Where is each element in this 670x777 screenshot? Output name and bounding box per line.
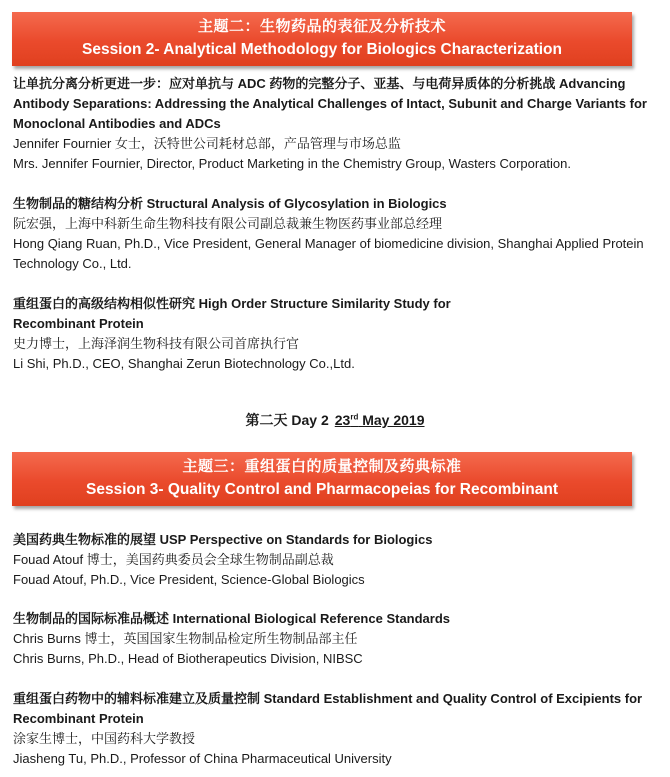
talk-item: [13, 194, 658, 274]
speaker-zh: Chris Burns 博士，英国国家生物制品检定所生物制品部主任: [13, 631, 358, 646]
session-3-title-zh: 主题三：重组蛋白的质量控制及药典标准: [182, 458, 462, 475]
speaker-en: Li Shi, Ph.D., CEO, Shanghai Zerun Biotechnology Co.,Ltd.: [13, 356, 355, 371]
day-date: 23rd May 2019: [334, 412, 425, 428]
session-3-title-en: Session 3- Quality Control and Pharmacopeias for Recombinant: [86, 481, 558, 498]
day-heading: [0, 410, 670, 430]
speaker-en: Jiasheng Tu, Ph.D., Professor of China Pharmaceutical University: [13, 751, 392, 766]
session-2-banner: [12, 12, 632, 66]
speaker-zh: 阮宏强，上海中科新生命生物科技有限公司副总裁兼生物医药事业部总经理: [13, 216, 443, 231]
talk-item: [13, 689, 658, 769]
speaker-zh: 史力博士，上海泽润生物科技有限公司首席执行官: [13, 336, 300, 351]
talk-item: [13, 294, 658, 374]
talk-title: 让单抗分离分析更进一步：应对单抗与 ADC 药物的完整分子、亚基、与电荷异质体的分析挑战 Advancing Antibody Separations: Addressing the Analytical Challenges of Intact, Subunit and Charge Variants for Monoclonal Antibodies and ADCs: [13, 76, 647, 131]
talk-title: 生物制品的糖结构分析 Structural Analysis of Glycosylation in Biologics: [13, 196, 447, 211]
speaker-en: Fouad Atouf, Ph.D., Vice President, Science-Global Biologics: [13, 572, 365, 587]
session-2-title-en: Session 2- Analytical Methodology for Biologics Characterization: [81, 41, 562, 58]
speaker-zh: 涂家生博士，中国药科大学教授: [13, 731, 196, 746]
session-3-banner: [12, 452, 632, 506]
speaker-en: Hong Qiang Ruan, Ph.D., Vice President, General Manager of biomedicine division, Shanghai Applied Protein Technology Co., Ltd.: [13, 236, 644, 271]
talk-title: 美国药典生物标准的展望 USP Perspective on Standards for Biologics: [13, 532, 433, 547]
speaker-zh: Jennifer Fournier 女士，沃特世公司耗材总部，产品管理与市场总监: [13, 136, 401, 151]
talk-title: 生物制品的国际标准品概述 International Biological Reference Standards: [13, 611, 451, 626]
talk-title: 重组蛋白药物中的辅料标准建立及质量控制 Standard Establishment and Quality Control of Excipients for Recombinant Protein: [13, 691, 643, 726]
speaker-en: Mrs. Jennifer Fournier, Director, Product Marketing in the Chemistry Group, Wasters Corporation.: [13, 156, 571, 171]
talk-item: [13, 530, 658, 590]
talk-title: 重组蛋白的高级结构相似性研究 High Order Structure Similarity Study for Recombinant Protein: [13, 296, 451, 331]
speaker-en: Chris Burns, Ph.D., Head of Biotherapeutics Division, NIBSC: [13, 651, 363, 666]
talk-item: [13, 74, 658, 174]
day-label: 第二天 Day 2: [245, 412, 329, 428]
speaker-zh: Fouad Atouf 博士，美国药典委员会全球生物制品副总裁: [13, 552, 334, 567]
talk-item: [13, 609, 658, 669]
session-2-title-zh: 主题二：生物药品的表征及分析技术: [197, 18, 446, 35]
